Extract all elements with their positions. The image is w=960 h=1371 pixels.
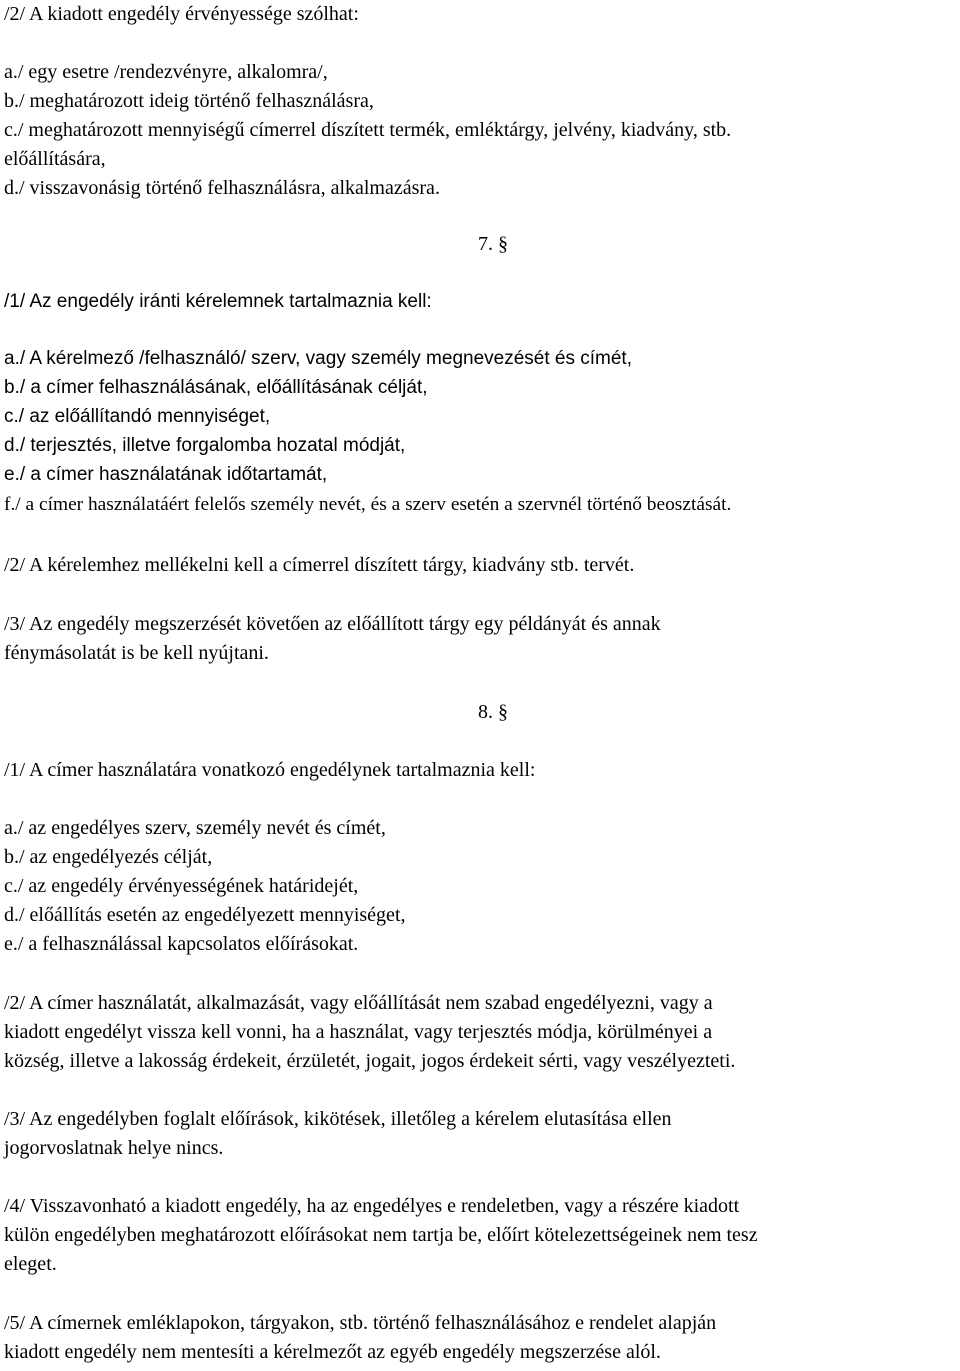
paragraph-8-1-intro: /1/ A címer használatára vonatkozó engedélynek tartalmaznia kell: [4, 759, 536, 781]
list-item: b./ a címer felhasználásának, előállításának célját, [4, 377, 428, 398]
paragraph-8-2-line: /2/ A címer használatát, alkalmazását, vagy előállítását nem szabad engedélyezni, vagy a [4, 992, 713, 1014]
list-item: e./ a felhasználással kapcsolatos előírásokat. [4, 933, 359, 955]
list-item: d./ terjesztés, illetve forgalomba hozatal módját, [4, 435, 406, 456]
section-heading-8: 8. § [478, 701, 508, 723]
paragraph-7-2: /2/ A kérelemhez mellékelni kell a címerrel díszített tárgy, kiadvány stb. tervét. [4, 554, 635, 576]
list-item: d./ visszavonásig történő felhasználásra, alkalmazásra. [4, 177, 440, 199]
paragraph-8-4-line: eleget. [4, 1253, 57, 1275]
list-item: e./ a címer használatának időtartamát, [4, 464, 328, 485]
list-item: d./ előállítás esetén az engedélyezett mennyiséget, [4, 904, 406, 926]
list-item: c./ meghatározott mennyiségű címerrel díszített termék, emléktárgy, jelvény, kiadvány, stb. [4, 119, 732, 141]
paragraph-7-1-intro: /1/ Az engedély iránti kérelemnek tartalmaznia kell: [4, 291, 432, 312]
paragraph-8-3-line: jogorvoslatnak helye nincs. [4, 1137, 224, 1159]
paragraph-8-2-line: község, illetve a lakosság érdekeit, érzületét, jogait, jogos érdekeit sérti, vagy veszélyezteti. [4, 1050, 736, 1072]
list-item: c./ az előállítandó mennyiséget, [4, 406, 271, 427]
paragraph-7-3-line: fénymásolatát is be kell nyújtani. [4, 642, 269, 664]
paragraph-8-2-line: kiadott engedélyt vissza kell vonni, ha a használat, vagy terjesztés módja, körülményei a [4, 1021, 713, 1043]
list-item: a./ az engedélyes szerv, személy nevét és címét, [4, 817, 386, 839]
paragraph-7-3-line: /3/ Az engedély megszerzését követően az előállított tárgy egy példányát és annak [4, 613, 661, 635]
paragraph-6-2-intro: /2/ A kiadott engedély érvényessége szólhat: [4, 3, 359, 25]
list-item: b./ az engedélyezés célját, [4, 846, 213, 868]
section-heading-7: 7. § [478, 233, 508, 255]
paragraph-8-5-line: kiadott engedély nem mentesíti a kérelmezőt az egyéb engedély megszerzése alól. [4, 1341, 661, 1363]
paragraph-8-4-line: /4/ Visszavonható a kiadott engedély, ha az engedélyes e rendeletben, vagy a részére kiadott [4, 1195, 740, 1217]
list-item: c./ az engedély érvényességének határidejét, [4, 875, 359, 897]
paragraph-8-5-line: /5/ A címernek emléklapokon, tárgyakon, stb. történő felhasználásához e rendelet alapján [4, 1312, 717, 1334]
list-item: a./ A kérelmező /felhasználó/ szerv, vagy személy megnevezését és címét, [4, 348, 632, 369]
list-item: előállítására, [4, 148, 106, 170]
paragraph-8-4-line: külön engedélyben meghatározott előírásokat nem tartja be, előírt kötelezettségeinek nem tesz [4, 1224, 758, 1246]
paragraph-8-3-line: /3/ Az engedélyben foglalt előírások, kikötések, illetőleg a kérelem elutasítása ellen [4, 1108, 672, 1130]
list-item: f./ a címer használatáért felelős személy nevét, és a szerv esetén a szervnél történő beosztását. [4, 494, 732, 515]
list-item: b./ meghatározott ideig történő felhasználásra, [4, 90, 374, 112]
list-item: a./ egy esetre /rendezvényre, alkalomra/, [4, 61, 328, 83]
